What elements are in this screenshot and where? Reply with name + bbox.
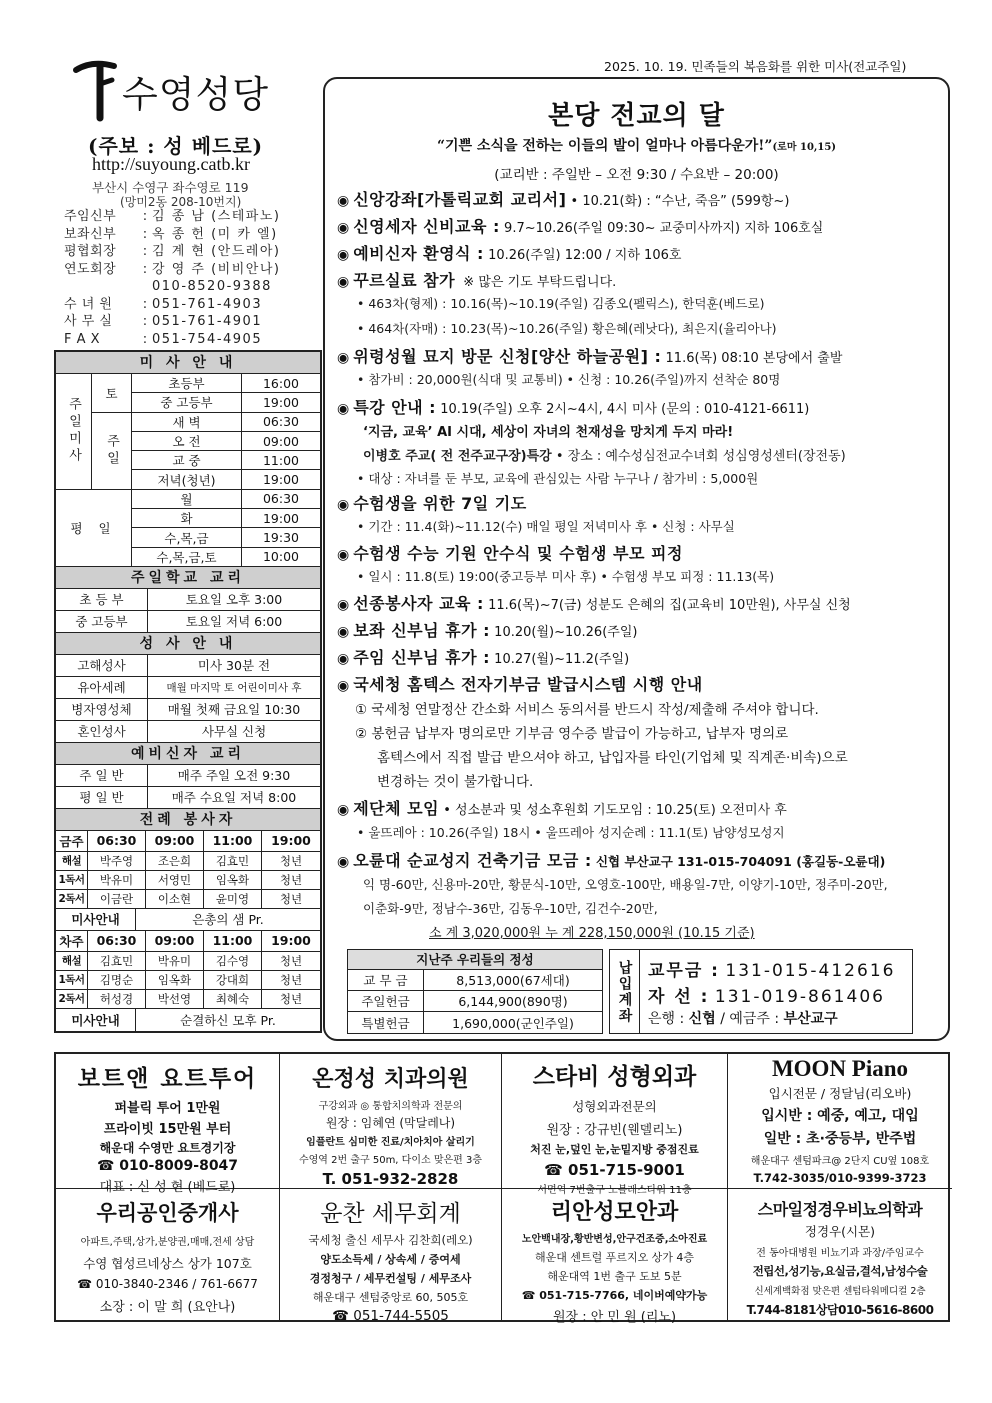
volunteer-role: 2독서 — [56, 890, 88, 909]
sunday-sub-label: 주일 — [92, 413, 132, 490]
ad-line: 경정청구 / 세무컨설팅 / 세무조사 — [309, 1272, 472, 1285]
quote-ref: (로마 10,15) — [772, 142, 837, 153]
notice-item: ◉ 신앙강좌[가톨릭교회 교리서] • 10.21(화) : “수난, 죽음” (599항~) — [337, 190, 790, 209]
contact-row: 수 녀 원 : 051-761-4903 — [64, 296, 263, 312]
ad-plastic-surgery — [502, 1054, 728, 1196]
contact-value: 051-761-4901 — [152, 314, 263, 329]
contact-value: 051-754-4905 — [152, 331, 263, 347]
parish-logo — [70, 58, 310, 126]
volunteer-role: 1독서 — [56, 971, 88, 990]
volunteer-cell: 청년 — [262, 971, 320, 990]
notice-subline: • 울뜨레아 : 10.26(주일) 18시 • 울뜨레아 성지순례 : 11.1(토) 남양성모성지 — [357, 825, 785, 840]
notice-subline: • 참가비 : 20,000원(식대 및 교통비) • 신청 : 10.26(주일)까지 선착순 80명 — [357, 372, 781, 387]
volunteer-cell: 김명순 — [88, 971, 146, 990]
notice-subline: 이병호 주교( 전 전주교구장)특강 • 장소 : 예수성심전교수녀회 성심영성센터(장전동) — [363, 449, 846, 464]
mass-name: 수,목,금 — [132, 528, 242, 547]
parish-logo-icon — [70, 58, 130, 126]
staff-list — [64, 208, 314, 348]
donation-value: 6,144,900(890명) — [424, 991, 602, 1012]
donation-row — [348, 970, 602, 991]
staff-row: 연도회장 : 강 영 주 (비비안나) — [64, 261, 281, 277]
mass-name: 교 중 — [132, 451, 242, 470]
ad-line: 임플란트 심미한 진료/치아치아 살리기 — [306, 1137, 475, 1148]
sacrament-label: 혼인성사 — [56, 721, 148, 743]
volunteer-cell: 김효민 — [204, 852, 262, 871]
ad-line: 해운대구 센텀중앙로 60, 505호 — [312, 1291, 469, 1304]
volunteer-role: 2독서 — [56, 990, 88, 1009]
address: 부산시 수영구 좌수영로 119 — [92, 180, 249, 195]
ad-title: 스타비 성형외과 — [532, 1064, 697, 1090]
ad-line: 수영 협성르네상스 상가 107호 — [83, 1256, 252, 1271]
ad-line: 해운대역 1번 출구 도보 5분 — [547, 1270, 682, 1283]
ad-tax — [280, 1189, 502, 1324]
staff-value: 옥 종 헌 (미 카 엘) — [152, 226, 278, 242]
mass-name: 화 — [132, 509, 242, 528]
ad-line: 노안백내장,황반변성,안구건조증,소아진료 — [521, 1234, 708, 1245]
notice-item: ◉ 예비신자 환영식 : 10.26(주일) 12:00 / 지하 106호 — [337, 244, 682, 263]
donation-label: 주일헌금 — [348, 991, 424, 1012]
ad-line: 원장 : 강규빈(웬델리노) — [546, 1123, 683, 1138]
ad-boat-tour — [56, 1054, 280, 1195]
volunteer-cell: 청년 — [262, 890, 320, 909]
guide-value: 순결하신 모후 Pr. — [180, 1012, 276, 1028]
staff-phone: 010-8520-9388 — [152, 279, 272, 294]
mass-name: 새 벽 — [132, 413, 242, 432]
volunteer-cell: 강대희 — [204, 971, 262, 990]
school-section-title: 주일학교 교리 — [56, 567, 320, 589]
notice-item: ◉ 보좌 신부님 휴가 : 10.20(월)~10.26(주일) — [337, 621, 638, 640]
staff-role: 연도회장 — [64, 261, 117, 277]
ad-title: 우리공인중개사 — [96, 1200, 239, 1225]
quote-text: “기쁜 소식을 전하는 이들의 발이 얼마나 아름다운가!” — [436, 138, 773, 154]
notice-subline: • 대상 : 자녀를 둔 부모, 교육에 관심있는 사람 누구나 / 참가비 : 5,000원 — [357, 471, 759, 486]
ad-piano — [728, 1054, 952, 1189]
notice-item: ◉ 특강 안내 : 10.19(주일) 오후 2시~4시, 4시 미사 (문의 : 010-4121-6611) — [337, 398, 810, 417]
volunteer-cell: 청년 — [262, 990, 320, 1009]
contact-row: 사 무 실 : 051-761-4901 — [64, 314, 263, 329]
ad-line: 원장 : 임혜연 (막달레나) — [325, 1116, 456, 1130]
account-row: 교무금 : 131-015-412616 — [648, 961, 896, 981]
notice-item: ◉ 수험생을 위한 7일 기도 — [337, 494, 527, 513]
notice-title: 본당 전교의 달 — [548, 101, 725, 131]
notice-item: ◉ 위령성월 묘지 방문 신청[양산 하늘공원] : 11.6(목) 08:10 본당에서 출발 — [337, 347, 843, 366]
notice-subline: ‘지금, 교육’ AI 시대, 세상이 자녀의 천재성을 망치게 두지 마라! — [363, 425, 734, 440]
ad-eye-clinic — [502, 1189, 728, 1325]
notice-numbered: ① 국세청 연말정산 간소화 서비스 동의서를 반드시 작성/제출해 주셔야 합니다. — [355, 702, 819, 718]
sacrament-table — [56, 655, 320, 743]
volunteer-cell: 임옥화 — [204, 871, 262, 890]
ad-line: 해운대구 센텀파크@ 2단지 CU옆 108호 — [750, 1156, 930, 1167]
mass-time: 09:00 — [242, 432, 320, 451]
fund-donors: 이춘화-9만, 정남수-36만, 김동우-10만, 김건수-20만, — [363, 901, 658, 916]
mass-name: 수,목,금,토 — [132, 548, 242, 567]
ad-line: 아파트,주택,상가,분양권,매매,전세 상담 — [80, 1237, 255, 1248]
catechumen-section-title: 예비신자 교리 — [56, 743, 320, 765]
staff-row: 주임신부 : 김 종 남 (스테파노) — [64, 209, 281, 224]
ad-title: 보트앤 요트투어 — [77, 1066, 258, 1092]
ad-line: 해운대 수영만 요트경기장 — [99, 1141, 236, 1155]
contact-role: 사 무 실 — [64, 314, 113, 329]
donation-value: 8,513,000(67세대) — [424, 970, 602, 991]
volunteer-head: 09:00 — [146, 831, 204, 852]
contact-role: F A X — [64, 331, 101, 347]
volunteer-guide-week2 — [56, 1009, 320, 1031]
ad-line: 처진 눈,덮인 눈,눈밑지방 중점진료 — [530, 1143, 699, 1156]
mass-time: 19:00 — [242, 509, 320, 528]
mass-time: 16:00 — [242, 374, 320, 393]
volunteer-cell: 청년 — [262, 871, 320, 890]
ad-line: 성형외과전문의 — [572, 1099, 657, 1114]
ad-urology — [728, 1189, 952, 1320]
volunteer-head: 19:00 — [262, 831, 320, 852]
date-line: 2025. 10. 19. 민족들의 복음화를 위한 미사(전교주일) — [604, 59, 907, 74]
volunteer-role: 1독서 — [56, 871, 88, 890]
notice-subline: • 464차(자매) : 10.23(목)~10.26(주일) 황은혜(레낫다), 최은지(율리아나) — [357, 321, 777, 336]
catechumen-time: 매주 주일 오전 9:30 — [148, 765, 320, 787]
account-body — [640, 950, 912, 1033]
volunteer-role: 해설 — [56, 852, 88, 871]
notice-item: ◉ 꾸르실료 참가 ※ 많은 기도 부탁드립니다. — [337, 271, 617, 290]
school-label: 초 등 부 — [56, 589, 148, 611]
notice-subline: • 기간 : 11.4(화)~11.12(수) 매일 평일 저녁미사 후 • 신청 : 사무실 — [357, 519, 735, 534]
contact-role: 수 녀 원 — [64, 296, 113, 312]
bullet-icon: ◉ — [337, 651, 350, 667]
ad-line: 서면역 7번출구 노블레스타워 11층 — [537, 1185, 692, 1196]
mass-name: 초등부 — [132, 374, 242, 393]
sacrament-info: 매월 마지막 토 어린이미사 후 — [148, 677, 320, 699]
ad-line: 입시반 : 예중, 예고, 대입 — [761, 1108, 919, 1124]
guide-label: 미사안내 — [56, 1009, 136, 1031]
volunteer-head: 06:30 — [88, 931, 146, 952]
ad-title: 윤찬 세무회계 — [320, 1201, 461, 1227]
volunteer-guide-week1 — [56, 909, 320, 931]
notice-box — [323, 77, 950, 1041]
school-label: 중 고등부 — [56, 611, 148, 633]
volunteer-cell: 윤미영 — [204, 890, 262, 909]
catechumen-label: 주 일 반 — [56, 765, 148, 787]
ad-line: 전 동아대병원 비뇨기과 과장/주임교수 — [756, 1248, 924, 1259]
bullet-icon: ◉ — [337, 350, 350, 366]
volunteer-head: 11:00 — [204, 931, 262, 952]
volunteer-cell: 청년 — [262, 852, 320, 871]
ad-line: 전립선,성기능,요실금,결석,남성수술 — [752, 1264, 928, 1278]
mass-grid — [56, 374, 320, 567]
address-old: (망미2동 208-10번지) — [120, 195, 242, 209]
sacrament-info: 미사 30분 전 — [148, 655, 320, 677]
donations-table — [347, 949, 603, 1034]
mass-name: 월 — [132, 490, 242, 509]
sacrament-label: 유아세례 — [56, 677, 148, 699]
notice-item: ◉ 오륜대 순교성지 건축기금 모금 : 신협 부산교구 131-015-704091 (홍길동-오륜대) — [337, 851, 886, 870]
bulletin-title: (주보 : 성 베드로) — [88, 134, 264, 158]
bullet-icon: ◉ — [337, 547, 350, 563]
ad-line: 프라이빗 15만원 부터 — [103, 1122, 232, 1137]
catechumen-table — [56, 765, 320, 809]
ad-title: 리안성모안과 — [550, 1200, 679, 1225]
weekday-label: 평 일 — [56, 490, 132, 567]
ad-realtor — [56, 1189, 280, 1320]
mass-name: 오 전 — [132, 432, 242, 451]
staff-value: 강 영 주 (비비안나) — [152, 261, 281, 277]
volunteer-head: 09:00 — [146, 931, 204, 952]
mass-name: 저녁(청년) — [132, 470, 242, 489]
notice-numbered: 홈텍스에서 직접 발급 받으셔야 하고, 납입자를 타인(기업체 및 직계존·비속)으로 — [377, 750, 848, 766]
bullet-icon: ◉ — [337, 247, 350, 263]
ad-line: 대표 : 신 성 현 (베드로) — [99, 1180, 236, 1195]
volunteer-cell: 김수영 — [204, 952, 262, 971]
ad-line: 퍼블릭 투어 1만원 — [114, 1101, 221, 1116]
donation-label: 특별헌금 — [348, 1012, 424, 1033]
notice-item: ◉ 국세청 홈텍스 전자기부금 발급시스템 시행 안내 — [337, 675, 703, 694]
ad-line: 국세청 출신 세무사 김찬희(레오) — [308, 1233, 473, 1247]
volunteer-cell: 최혜숙 — [204, 990, 262, 1009]
mass-time: 11:00 — [242, 451, 320, 470]
bullet-icon: ◉ — [337, 401, 350, 417]
school-time: 토요일 오후 3:00 — [148, 589, 320, 611]
ad-line: 신세계백화점 맞은편 센텀타워메디컬 2층 — [754, 1286, 926, 1297]
notice-quote — [325, 135, 948, 155]
staff-value: 김 계 현 (안드레아) — [152, 244, 281, 259]
volunteer-cell: 조은희 — [146, 852, 204, 871]
contact-value: 051-761-4903 — [152, 296, 263, 312]
saturday-label: 토 — [92, 374, 132, 413]
staff-role: 보좌신부 — [64, 226, 117, 242]
staff-row: 평협회장 : 김 계 현 (안드레아) — [64, 244, 281, 259]
catechumen-label: 평 일 반 — [56, 787, 148, 809]
staff-role: 주임신부 — [64, 209, 117, 224]
bank-row: 은행 : 신협 / 예금주 : 부산교구 — [648, 1011, 838, 1027]
ad-line: 구강외과 ◎ 통합치의학과 전문의 — [318, 1101, 463, 1112]
volunteer-head: 11:00 — [204, 831, 262, 852]
ads-section — [54, 1052, 950, 1325]
bullet-icon: ◉ — [337, 274, 350, 290]
mass-time: 06:30 — [242, 413, 320, 432]
volunteer-cell: 박유미 — [88, 871, 146, 890]
ad-dental — [280, 1054, 502, 1189]
ad-phone: ☎ 010-3840-2346 / 761-6677 — [77, 1277, 258, 1291]
volunteer-week2 — [56, 931, 320, 1009]
ad-line: 일반 : 초·중등부, 반주법 — [763, 1131, 917, 1147]
account-box — [609, 949, 913, 1034]
ad-line: 양도소득세 / 상속세 / 증여세 — [320, 1253, 461, 1266]
ad-phone: T. 051-932-2828 — [322, 1170, 459, 1188]
ad-line: 정경우(시몬) — [804, 1224, 876, 1239]
sunday-label: 주일미사 — [56, 374, 92, 490]
ad-title: 온정성 치과의원 — [312, 1067, 469, 1092]
notice-numbered: ② 봉헌금 납부자 명의로만 기부금 영수증 발급이 가능하고, 납부자 명의로 — [355, 726, 789, 742]
volunteer-cell: 이소현 — [146, 890, 204, 909]
sacrament-section-title: 성 사 안 내 — [56, 633, 320, 655]
ad-title: 스마일정경우비뇨의학과 — [757, 1200, 923, 1219]
notice-subline: • 463차(형제) : 10.16(목)~10.19(주일) 김종오(펠릭스), 한덕훈(베드로) — [357, 296, 765, 311]
volunteer-role: 해설 — [56, 952, 88, 971]
sacrament-label: 병자영성체 — [56, 699, 148, 721]
sacrament-info: 매월 첫째 금요일 10:30 — [148, 699, 320, 721]
ad-line: 해운대 센트럴 푸르지오 상가 4층 — [534, 1251, 695, 1264]
mass-time: 19:00 — [242, 470, 320, 489]
ad-phone: T.742-3035/010-9399-3723 — [753, 1171, 927, 1185]
account-label: 납입계좌 — [610, 950, 640, 1033]
parish-name: 수영성당 — [122, 73, 269, 116]
fund-donors: 익 명-60만, 신용마-20만, 황문식-10만, 오영호-100만, 배용일-7만, 이양기-10만, 정주미-20만, — [363, 877, 888, 892]
ad-phone: ☎ 051-715-9001 — [544, 1161, 685, 1179]
sacrament-info: 사무실 신청 — [148, 721, 320, 743]
notice-item: ◉ 선종봉사자 교육 : 11.6(목)~7(금) 성분도 은혜의 집(교육비 10만원), 사무실 신청 — [337, 594, 851, 613]
notice-item: ◉ 주임 신부님 휴가 : 10.27(월)~11.2(주일) — [337, 648, 630, 667]
mass-time: 19:30 — [242, 528, 320, 547]
volunteer-week1 — [56, 831, 320, 909]
bullet-icon: ◉ — [337, 802, 350, 818]
fund-total: 소 계 3,020,000원 누 계 228,150,000원 (10.15 기준) — [429, 926, 755, 941]
notice-subtitle: (교리반 : 주일반 – 오전 9:30 / 수요반 – 20:00) — [494, 167, 779, 183]
donation-label: 교 무 금 — [348, 970, 424, 991]
staff-role: 평협회장 — [64, 244, 117, 259]
bullet-icon: ◉ — [337, 193, 350, 209]
volunteer-cell: 박유미 — [146, 952, 204, 971]
ad-title: MOON Piano — [771, 1056, 909, 1081]
sacrament-label: 고해성사 — [56, 655, 148, 677]
bullet-icon: ◉ — [337, 624, 350, 640]
ad-line: 소장 : 이 말 희 (요안나) — [99, 1300, 236, 1315]
ad-phone: ☎ 051-715-7766, 네이버예약가능 — [521, 1289, 708, 1302]
mass-time: 10:00 — [242, 548, 320, 567]
donation-value: 1,690,000(군인주일) — [452, 1015, 574, 1031]
bullet-icon: ◉ — [337, 597, 350, 613]
ad-phone: ☎ 051-744-5505 — [332, 1308, 449, 1324]
school-time: 토요일 저녁 6:00 — [148, 611, 320, 633]
mass-time: 19:00 — [242, 393, 320, 412]
donations-title: 지난주 우리들의 정성 — [348, 950, 602, 970]
volunteer-cell: 김효민 — [88, 952, 146, 971]
volunteer-section-title: 전례 봉사자 — [56, 809, 320, 831]
ad-line: 원장 : 안 민 원 (리노) — [552, 1310, 677, 1325]
contact-row: F A X : 051-754-4905 — [64, 331, 263, 347]
volunteer-cell: 박주영 — [88, 852, 146, 871]
mass-time: 06:30 — [242, 490, 320, 509]
volunteer-head: 차주 — [56, 931, 88, 952]
volunteer-head: 금주 — [56, 831, 88, 852]
ad-line: 입시전문 / 정달님(리오바) — [768, 1086, 912, 1101]
ad-phone: T.744-8181상담010-5616-8600 — [746, 1303, 934, 1317]
bullet-icon: ◉ — [337, 678, 350, 694]
volunteer-head: 19:00 — [262, 931, 320, 952]
volunteer-head: 06:30 — [88, 831, 146, 852]
account-row: 자 선 : 131-019-861406 — [648, 987, 885, 1007]
guide-value: 은총의 샘 Pr. — [136, 909, 320, 931]
notice-subline: • 일시 : 11.8(토) 19:00(중고등부 미사 후) • 수험생 부모 피정 : 11.13(목) — [357, 569, 775, 584]
mass-section-title: 미 사 안 내 — [56, 352, 320, 374]
volunteer-cell: 허성경 — [88, 990, 146, 1009]
staff-row: 보좌신부 : 옥 종 헌 (미 카 엘) — [64, 226, 278, 242]
staff-value: 김 종 남 (스테파노) — [152, 209, 281, 224]
notice-item: ◉ 신영세자 신비교육 : 9.7~10.26(주일 09:30~ 교중미사까지) 지하 106호실 — [337, 217, 824, 236]
volunteer-cell: 임옥화 — [146, 971, 204, 990]
notice-numbered: 변경하는 것이 불가합니다. — [377, 774, 534, 790]
bullet-icon: ◉ — [337, 220, 350, 236]
ad-line: 수영역 2번 출구 50m, 다이소 맞은편 3층 — [298, 1155, 483, 1166]
guide-label: 미사안내 — [56, 909, 136, 931]
volunteer-cell: 박선영 — [146, 990, 204, 1009]
school-table — [56, 589, 320, 633]
donation-row — [348, 991, 602, 1012]
volunteer-cell: 이금란 — [88, 890, 146, 909]
schedule-table — [54, 350, 322, 1033]
donation-row — [348, 1012, 602, 1033]
notice-item: ◉ 제단체 모임 • 성소분과 및 성소후원회 기도모임 : 10.25(토) 오전미사 후 — [337, 799, 787, 818]
bullet-icon: ◉ — [337, 854, 350, 870]
notice-item: ◉ 수험생 수능 기원 안수식 및 수험생 부모 피정 — [337, 544, 683, 563]
ad-phone: ☎ 010-8009-8047 — [96, 1158, 239, 1174]
website-link[interactable]: http://suyoung.catb.kr — [92, 154, 250, 174]
mass-name: 중 고등부 — [132, 393, 242, 412]
catechumen-time: 매주 수요일 저녁 8:00 — [148, 787, 320, 809]
volunteer-cell: 청년 — [262, 952, 320, 971]
volunteer-cell: 서영민 — [146, 871, 204, 890]
bullet-icon: ◉ — [337, 497, 350, 513]
